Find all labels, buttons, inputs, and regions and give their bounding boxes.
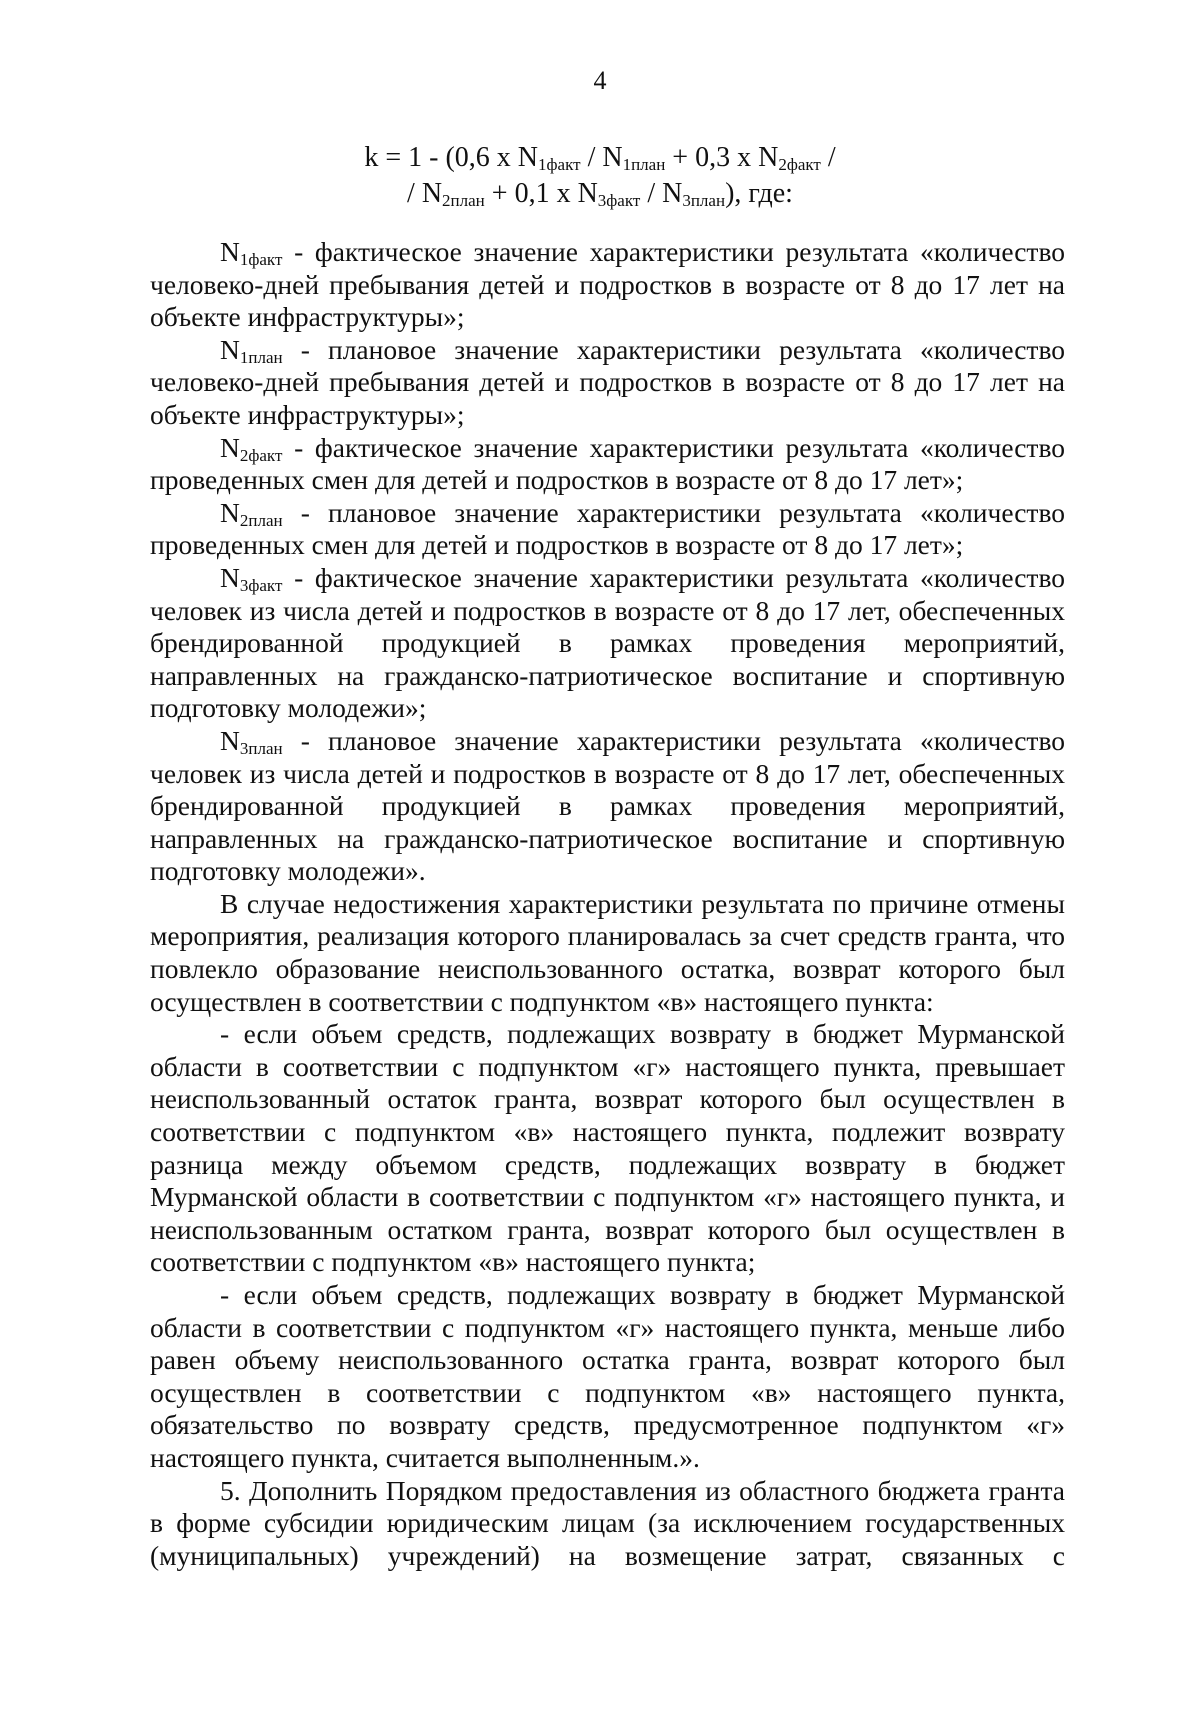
formula-subscript: 2факт — [778, 155, 821, 174]
formula-subscript: 1факт — [538, 155, 581, 174]
definition-text: - фактическое значение характеристики результата «количество проведенных смен для детей и подростков в возрасте от 8 до 17 лет»; — [150, 431, 1065, 496]
formula-text: / N — [407, 178, 443, 209]
definition-n1-fact — [150, 236, 1065, 334]
definition-symbol: N — [220, 496, 240, 528]
paragraph-shortfall: В случае недостижения характеристики результата по причине отмены мероприятия, реализация которого планировалась за счет средств гранта, что повлекло образование неиспользованного остатка, возврат которого был осуществлен в соответствии с подпунктом «в» настоящего пункта: — [150, 887, 1065, 1017]
definition-text: - фактическое значение характеристики результата «количество человек из числа детей и подростков в возрасте от 8 до 17 лет, обеспеченных брендированной продукцией в рамках проведения мероприятий, направленных на гражданско-патриотическое воспитание и спортивную подготовку молодежи»; — [150, 561, 1065, 724]
definition-subscript: 1план — [239, 347, 283, 367]
definition-n1-plan — [150, 334, 1065, 432]
document-body — [150, 236, 1065, 1572]
definition-symbol: N — [220, 724, 240, 756]
definition-text: - плановое значение характеристики результата «количество человек из числа детей и подростков в возрасте от 8 до 17 лет, обеспеченных брендированной продукцией в рамках проведения мероприятий, направленных на гражданско-патриотическое воспитание и спортивную подготовку молодежи». — [150, 724, 1065, 887]
definition-text: - фактическое значение характеристики результата «количество человеко-дней пребывания детей и подростков в возрасте от 8 до 17 лет на объекте инфраструктуры»; — [150, 236, 1065, 333]
formula-text: ), где: — [725, 178, 793, 209]
definition-text: - плановое значение характеристики результата «количество проведенных смен для детей и подростков в возрасте от 8 до 17 лет»; — [150, 496, 1065, 561]
formula-text: / N — [640, 178, 683, 209]
definition-n3-fact — [150, 562, 1065, 725]
formula-subscript: 2план — [442, 191, 485, 210]
definition-symbol: N — [220, 333, 240, 365]
definition-text: - плановое значение характеристики результата «количество человеко-дней пребывания детей и подростков в возрасте от 8 до 17 лет на объекте инфраструктуры»; — [150, 333, 1065, 430]
page-number: 4 — [593, 66, 607, 95]
formula-text: + 0,3 x N — [665, 142, 779, 173]
formula-subscript: 3план — [682, 191, 726, 210]
definition-symbol: N — [220, 431, 240, 463]
definition-symbol: N — [220, 561, 240, 593]
formula-text: k = 1 - (0,6 x N — [364, 142, 539, 173]
formula-subscript: 3факт — [597, 191, 641, 210]
definition-subscript: 2план — [239, 510, 283, 530]
formula-text: + 0,1 x N — [484, 178, 598, 209]
definition-n3-plan — [150, 725, 1065, 888]
paragraph-case-less: - если объем средств, подлежащих возврату в бюджет Мурманской области в соответствии с подпунктом «г» настоящего пункта, меньше либо равен объему неиспользованного остатка гранта, возврат которого был осуществлен в соответствии с подпунктом «в» настоящего пункта, обязательство по возврату средств, предусмотренное подпунктом «г» настоящего пункта, считается выполненным.». — [150, 1279, 1065, 1473]
definition-subscript: 3факт — [239, 575, 283, 595]
definition-subscript: 3план — [239, 738, 283, 758]
formula-text: / — [820, 142, 836, 173]
definition-n2-plan — [150, 497, 1065, 562]
definition-n2-fact — [150, 432, 1065, 497]
paragraph-item-5: 5. Дополнить Порядком предоставления из областного бюджета гранта в форме субсидии юридическим лицам (за исключением государственных (муниципальных) учреждений) на возмещение затрат, связанных с — [150, 1474, 1065, 1571]
formula-subscript: 1план — [622, 155, 666, 174]
definition-symbol: N — [220, 236, 240, 267]
definition-subscript: 2факт — [239, 445, 283, 465]
formula — [150, 140, 1050, 212]
definition-subscript: 1факт — [239, 250, 283, 269]
formula-line-1 — [150, 140, 1050, 176]
paragraph-case-exceeds: - если объем средств, подлежащих возврату в бюджет Мурманской области в соответствии с подпунктом «г» настоящего пункта, превышает неиспользованный остаток гранта, возврат которого был осуществлен в соответствии с подпунктом «в» настоящего пункта, подлежит возврату разница между объемом средств, подлежащих возврату в бюджет Мурманской области в соответствии с подпунктом «г» настоящего пункта, и неиспользованным остатком гранта, возврат которого был осуществлен в соответствии с подпунктом «в» настоящего пункта; — [150, 1018, 1065, 1278]
formula-line-2 — [150, 176, 1050, 212]
formula-text: / N — [580, 142, 623, 173]
